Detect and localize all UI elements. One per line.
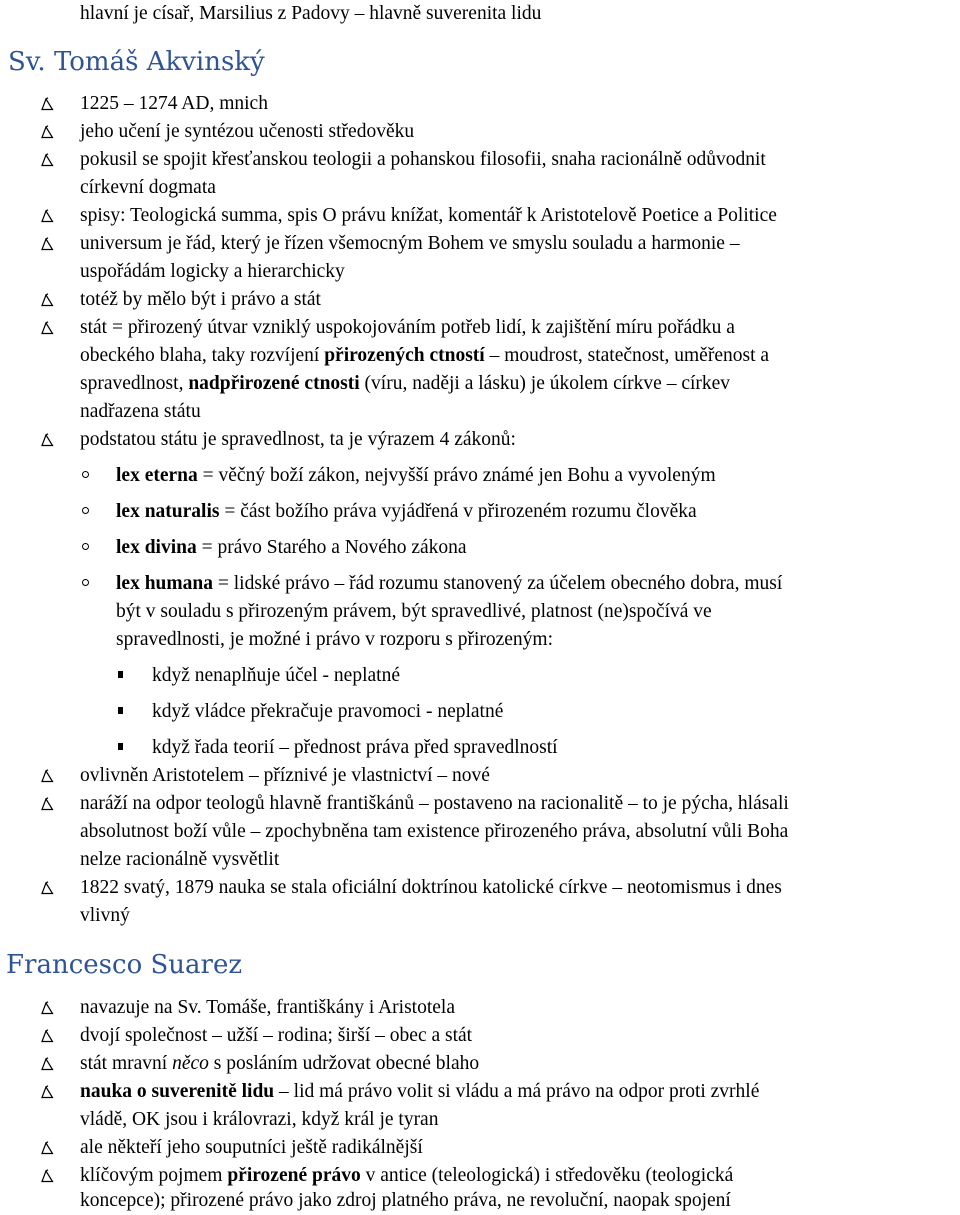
law-item bbox=[116, 498, 697, 526]
circle-bullet-icon bbox=[82, 579, 89, 586]
bold-term: přirozených ctností bbox=[324, 345, 485, 366]
bullet-icon bbox=[40, 1001, 54, 1015]
square-bullet-icon bbox=[118, 707, 123, 714]
condition-item: když vládce překračuje pravomoci - neplatné bbox=[152, 701, 504, 722]
text-run: s posláním udržovat obecné blaho bbox=[208, 1053, 480, 1074]
bullet-icon bbox=[40, 237, 54, 251]
bullet-icon bbox=[40, 293, 54, 307]
circle-bullet-icon bbox=[82, 507, 89, 514]
bullet-icon bbox=[40, 1029, 54, 1043]
law-item bbox=[116, 534, 467, 562]
condition-item: když nenaplňuje účel - neplatné bbox=[152, 665, 400, 686]
bullet-text: navazuje na Sv. Tomáše, františkány i Aristotela bbox=[80, 997, 455, 1018]
bullet-text: universum je řád, který je řízen všemocným Bohem ve smyslu souladu a harmonie – bbox=[80, 233, 740, 254]
bullet-icon bbox=[40, 153, 54, 167]
bullet-text-cont: absolutnost boží vůle – zpochybněna tam existence přirozeného práva, absolutní vůli Boha bbox=[80, 821, 789, 842]
bullet-text-cont bbox=[80, 342, 769, 370]
text-run: klíčovým pojmem bbox=[80, 1165, 228, 1186]
bullet-text-cont: uspořádám logicky a hierarchicky bbox=[80, 261, 345, 282]
law-desc: = lidské právo – řád rozumu stanovený za účelem obecného dobra, musí bbox=[212, 573, 783, 594]
bullet-text: jeho učení je syntézou učenosti středověku bbox=[80, 121, 415, 142]
bullet-icon bbox=[40, 797, 54, 811]
bullet-text: 1822 svatý, 1879 nauka se stala oficiální doktrínou katolické církve – neotomismus i dnes bbox=[80, 877, 782, 898]
text-run: (víru, naději a lásku) je úkolem církve – církev bbox=[359, 373, 731, 394]
square-bullet-icon bbox=[118, 743, 123, 750]
text-run: – moudrost, statečnost, uměřenost a bbox=[484, 345, 770, 366]
bullet-icon bbox=[40, 1057, 54, 1071]
bullet-icon bbox=[40, 209, 54, 223]
section-heading-akvinsky: Sv. Tomáš Akvinský bbox=[8, 47, 265, 77]
bullet-text: ovlivněn Aristotelem – příznivé je vlastnictví – nové bbox=[80, 765, 490, 786]
bullet-text bbox=[80, 1162, 733, 1190]
bullet-text-cont: vládě, OK jsou i královrazi, když král je tyran bbox=[80, 1109, 439, 1130]
bullet-text-cont: nadřazena státu bbox=[80, 401, 201, 422]
law-name: lex naturalis bbox=[116, 501, 220, 522]
law-name: lex eterna bbox=[116, 465, 198, 486]
bullet-icon bbox=[40, 433, 54, 447]
bullet-text-cont bbox=[80, 370, 730, 398]
law-name: lex divina bbox=[116, 537, 197, 558]
bullet-icon bbox=[40, 769, 54, 783]
bold-term: přirozené právo bbox=[227, 1165, 361, 1186]
law-desc: = právo Starého a Nového zákona bbox=[196, 537, 467, 558]
law-item-cont: spravedlnosti, je možné i právo v rozporu s přirozeným: bbox=[116, 629, 554, 650]
bullet-icon bbox=[40, 1169, 54, 1183]
bullet-text: podstatou státu je spravedlnost, ta je výrazem 4 zákonů: bbox=[80, 429, 516, 450]
bullet-icon bbox=[40, 1085, 54, 1099]
bullet-text: stát = přirozený útvar vzniklý uspokojováním potřeb lidí, k zajištění míru pořádku a bbox=[80, 317, 735, 338]
law-item-cont: být v souladu s přirozeným právem, být spravedlivé, platnost (ne)spočívá ve bbox=[116, 601, 712, 622]
bullet-text-cont: církevní dogmata bbox=[80, 177, 216, 198]
bullet-icon bbox=[40, 97, 54, 111]
law-desc: = věčný boží zákon, nejvyšší právo známé jen Bohu a vyvoleným bbox=[197, 465, 716, 486]
bullet-text: 1225 – 1274 AD, mnich bbox=[80, 93, 268, 114]
intro-line: hlavní je císař, Marsilius z Padovy – hlavně suverenita lidu bbox=[80, 3, 542, 24]
text-run: stát mravní bbox=[80, 1053, 173, 1074]
condition-item: když řada teorií – přednost práva před spravedlností bbox=[152, 737, 558, 758]
bullet-text-cont: nelze racionálně vysvětlit bbox=[80, 849, 280, 870]
square-bullet-icon bbox=[118, 671, 123, 678]
italic-term: něco bbox=[172, 1053, 209, 1074]
text-run: – lid má právo volit si vládu a má právo na odpor proti zvrhlé bbox=[274, 1081, 760, 1102]
bullet-icon bbox=[40, 125, 54, 139]
bullet-text-cont: koncepce); přirozené právo jako zdroj platného práva, ne revoluční, naopak spojení bbox=[80, 1190, 731, 1211]
law-desc: = část božího práva vyjádřená v přirozeném rozumu člověka bbox=[219, 501, 697, 522]
bullet-icon bbox=[40, 1141, 54, 1155]
section-heading-suarez: Francesco Suarez bbox=[6, 950, 243, 980]
law-item bbox=[116, 570, 782, 598]
bullet-text bbox=[80, 1050, 479, 1078]
bullet-icon bbox=[40, 321, 54, 335]
bullet-text: pokusil se spojit křesťanskou teologii a pohanskou filosofii, snaha racionálně odůvodnit bbox=[80, 149, 766, 170]
circle-bullet-icon bbox=[82, 471, 89, 478]
text-run: spravedlnost, bbox=[80, 373, 189, 394]
law-item bbox=[116, 462, 716, 490]
bullet-text: spisy: Teologická summa, spis O právu knížat, komentář k Aristotelově Poetice a Politice bbox=[80, 205, 777, 226]
bullet-text bbox=[80, 1078, 759, 1106]
bullet-icon bbox=[40, 881, 54, 895]
bold-term: nadpřirozené ctnosti bbox=[188, 373, 360, 394]
bullet-text: totéž by mělo být i právo a stát bbox=[80, 289, 321, 310]
text-run: obeckého blaha, taky rozvíjení bbox=[80, 345, 325, 366]
bold-term: nauka o suverenitě lidu bbox=[80, 1081, 275, 1102]
bullet-text: naráží na odpor teologů hlavně františkánů – postaveno na racionalitě – to je pýcha, hlásali bbox=[80, 793, 789, 814]
bullet-text-cont: vlivný bbox=[80, 905, 130, 926]
bullet-text: dvojí společnost – užší – rodina; širší – obec a stát bbox=[80, 1025, 473, 1046]
law-name: lex humana bbox=[116, 573, 213, 594]
text-run: v antice (teleologická) i středověku (teologická bbox=[360, 1165, 734, 1186]
circle-bullet-icon bbox=[82, 543, 89, 550]
bullet-text: ale někteří jeho souputníci ještě radikálnější bbox=[80, 1137, 423, 1158]
